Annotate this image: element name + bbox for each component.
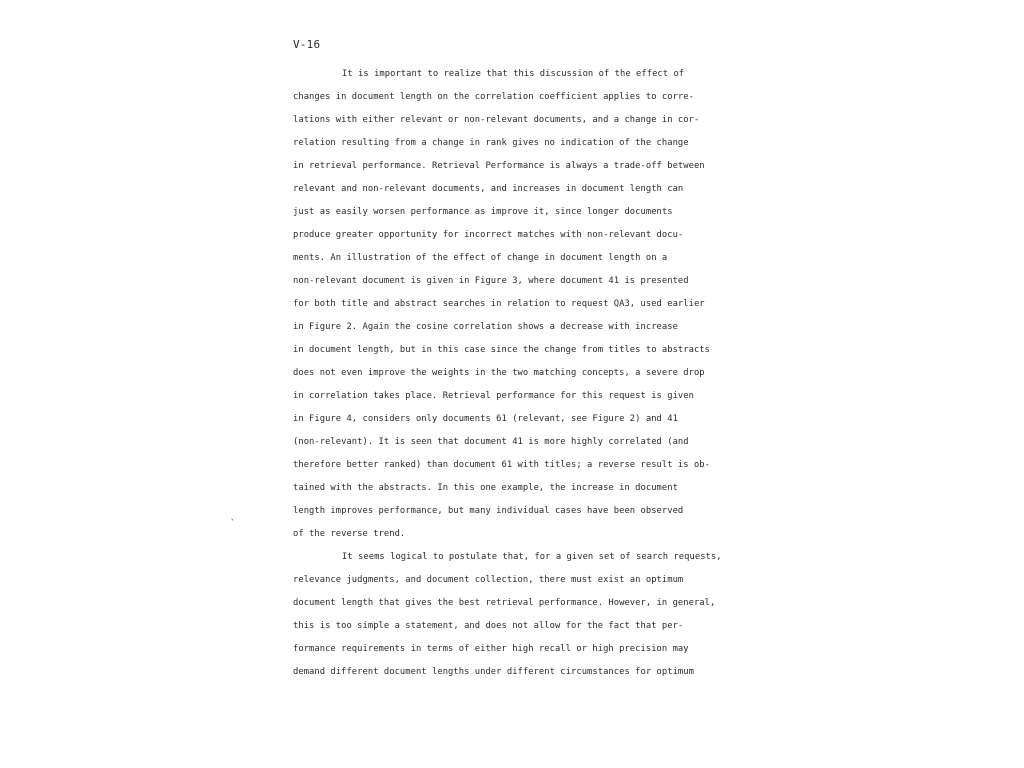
text-line: produce greater opportunity for incorrect matches with non-relevant docu- (293, 230, 684, 240)
text-line: does not even improve the weights in the two matching concepts, a severe drop (293, 368, 705, 378)
text-line: in correlation takes place. Retrieval performance for this request is given (293, 391, 694, 401)
text-line: for both title and abstract searches in relation to request QA3, used earlier (293, 299, 705, 309)
text-line: changes in document length on the correlation coefficient applies to corre- (293, 92, 694, 102)
paragraph-2 (293, 546, 733, 684)
text-line: ments. An illustration of the effect of change in document length on a (293, 253, 668, 263)
text-line: relevance judgments, and document collection, there must exist an optimum (293, 575, 684, 585)
text-line: It seems logical to postulate that, for a given set of search requests, (342, 552, 722, 562)
text-line: demand different document lengths under different circumstances for optimum (293, 667, 694, 677)
text-line: therefore better ranked) than document 61 with titles; a reverse result is ob- (293, 460, 711, 470)
text-line: It is important to realize that this discussion of the effect of (342, 69, 685, 79)
text-line: length improves performance, but many individual cases have been observed (293, 506, 684, 516)
text-line: (non-relevant). It is seen that document 41 is more highly correlated (and (293, 437, 689, 447)
text-line: non-relevant document is given in Figure 3, where document 41 is presented (293, 276, 689, 286)
text-line: in retrieval performance. Retrieval Performance is always a trade-off between (293, 161, 705, 171)
text-line: in document length, but in this case since the change from titles to abstracts (293, 345, 711, 355)
text-line: relevant and non-relevant documents, and increases in document length can (293, 184, 684, 194)
text-line: just as easily worsen performance as improve it, since longer documents (293, 207, 673, 217)
text-line: in Figure 4, considers only documents 61 (relevant, see Figure 2) and 41 (293, 414, 678, 424)
stray-mark: ` (230, 519, 236, 529)
text-line: document length that gives the best retrieval performance. However, in general, (293, 598, 716, 608)
text-line: of the reverse trend. (293, 529, 406, 539)
text-line: tained with the abstracts. In this one example, the increase in document (293, 483, 678, 493)
text-line: in Figure 2. Again the cosine correlation shows a decrease with increase (293, 322, 678, 332)
text-line: lations with either relevant or non-relevant documents, and a change in cor- (293, 115, 700, 125)
page-number: V-16 (293, 38, 321, 51)
paragraph-1 (293, 63, 733, 546)
text-line: relation resulting from a change in rank gives no indication of the change (293, 138, 689, 148)
text-line: this is too simple a statement, and does not allow for the fact that per- (293, 621, 684, 631)
text-line: formance requirements in terms of either high recall or high precision may (293, 644, 689, 654)
